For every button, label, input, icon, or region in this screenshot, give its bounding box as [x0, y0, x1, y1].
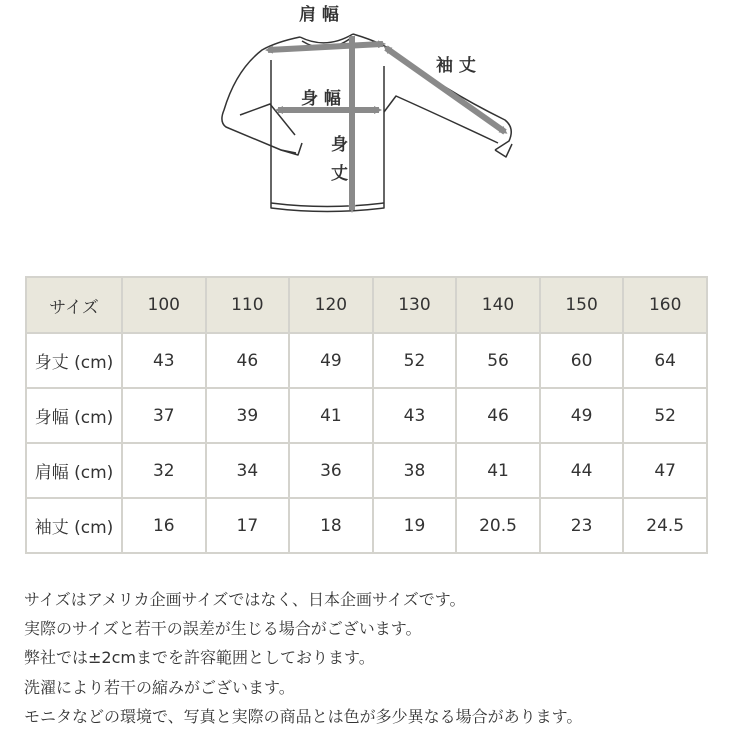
note-line: 実際のサイズと若干の誤差が生じる場合がございます。	[24, 619, 422, 639]
size-header: 140	[456, 277, 540, 333]
label-shoulder-width: 肩 幅	[299, 5, 339, 25]
table-cell: 23	[540, 498, 624, 553]
table-cell: 41	[289, 388, 373, 443]
row-label: 袖丈 (cm)	[26, 498, 122, 553]
table-cell: 16	[122, 498, 206, 553]
table-row	[26, 388, 707, 443]
row-label: 身丈 (cm)	[26, 333, 122, 388]
table-cell: 37	[122, 388, 206, 443]
size-header: 150	[540, 277, 624, 333]
table-cell: 49	[540, 388, 624, 443]
table-cell: 64	[623, 333, 707, 388]
label-body-length-1: 身	[331, 135, 348, 155]
header-label: サイズ	[26, 277, 122, 333]
table-cell: 36	[289, 443, 373, 498]
size-header: 110	[206, 277, 290, 333]
table-cell: 18	[289, 498, 373, 553]
note-line: 弊社では±2cmまでを許容範囲としております。	[24, 648, 375, 668]
table-cell: 20.5	[456, 498, 540, 553]
table-row	[26, 498, 707, 553]
table-cell: 19	[373, 498, 457, 553]
table-cell: 44	[540, 443, 624, 498]
measurement-diagram	[0, 0, 730, 250]
table-cell: 32	[122, 443, 206, 498]
size-header: 100	[122, 277, 206, 333]
size-table	[25, 276, 708, 554]
row-label: 肩幅 (cm)	[26, 443, 122, 498]
table-cell: 43	[122, 333, 206, 388]
table-row	[26, 333, 707, 388]
size-header: 120	[289, 277, 373, 333]
table-cell: 43	[373, 388, 457, 443]
label-body-length-2: 丈	[331, 164, 348, 184]
table-row	[26, 443, 707, 498]
note-line: モニタなどの環境で、写真と実際の商品とは色が多少異なる場合があります。	[24, 706, 583, 726]
table-cell: 34	[206, 443, 290, 498]
table-cell: 60	[540, 333, 624, 388]
size-header: 130	[373, 277, 457, 333]
row-label: 身幅 (cm)	[26, 388, 122, 443]
table-cell: 17	[206, 498, 290, 553]
note-line: サイズはアメリカ企画サイズではなく、日本企画サイズです。	[24, 590, 466, 609]
label-sleeve-length: 袖 丈	[436, 56, 476, 76]
label-body-width: 身 幅	[301, 89, 341, 109]
table-cell: 49	[289, 333, 373, 388]
table-cell: 52	[373, 333, 457, 388]
table-header-row	[26, 277, 707, 333]
table-cell: 47	[623, 443, 707, 498]
table-cell: 52	[623, 388, 707, 443]
table-cell: 38	[373, 443, 457, 498]
table-cell: 24.5	[623, 498, 707, 553]
table-cell: 56	[456, 333, 540, 388]
table-cell: 46	[206, 333, 290, 388]
note-line: 洗濯により若干の縮みがございます。	[24, 677, 295, 697]
table-cell: 41	[456, 443, 540, 498]
table-cell: 46	[456, 388, 540, 443]
size-header: 160	[623, 277, 707, 333]
table-cell: 39	[206, 388, 290, 443]
notes	[24, 585, 582, 731]
